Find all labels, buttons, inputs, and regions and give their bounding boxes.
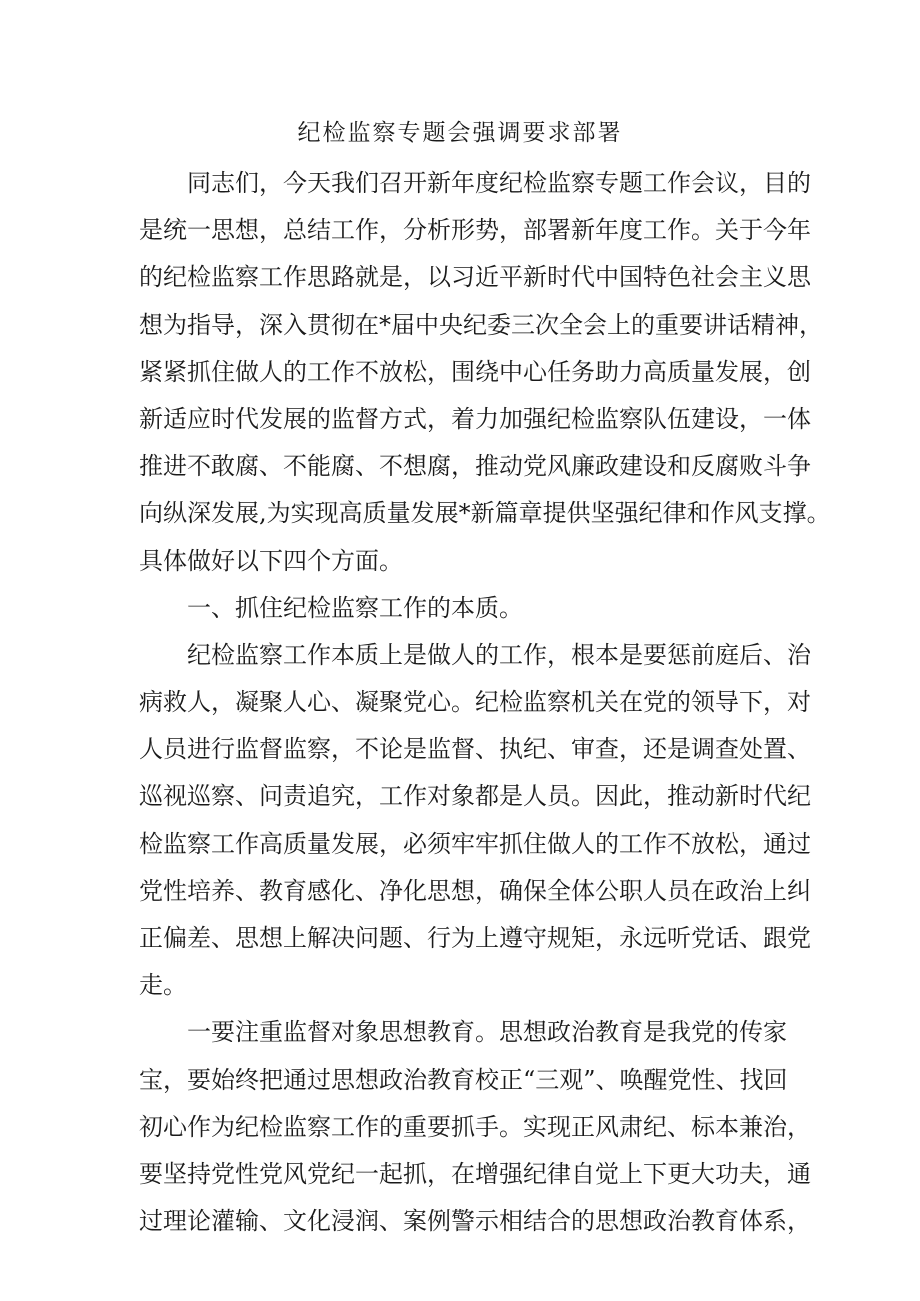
text-line: 正偏差、思想上解决问题、行为上遵守规矩，永远听党话、跟党 <box>139 924 811 952</box>
paragraph-point-1 <box>139 1009 811 1245</box>
text-line: 要坚持党性党风党纪一起抓，在增强纪律自觉上下更大功夫，通 <box>139 1159 811 1188</box>
section-heading-text: 一、抓住纪检监察工作的本质。 <box>187 593 523 622</box>
text-line: 想为指导，深入贯彻在*届中央纪委三次全会上的重要讲话精神， <box>139 310 823 339</box>
text-line: 宝，要始终把通过思想政治教育校正“三观”、唤醒党性、找回 <box>139 1065 788 1094</box>
text-line: 过理论灌输、文化浸润、案例警示相结合的思想政治教育体系， <box>139 1207 811 1236</box>
text-line: 推进不敢腐、不能腐、不想腐，推动党风廉政建设和反腐败斗争 <box>139 452 811 481</box>
document-title: 纪检监察专题会强调要求部署 <box>297 120 623 146</box>
text-line: 巡视巡察、问责追究，工作对象都是人员。因此，推动新时代纪 <box>139 782 811 811</box>
text-line: 紧紧抓住做人的工作不放松，围绕中心任务助力高质量发展，创 <box>139 357 811 386</box>
paragraph-intro <box>139 160 831 585</box>
text-line: 新适应时代发展的监督方式，着力加强纪检监察队伍建设，一体 <box>139 404 811 433</box>
text-line: 纪检监察工作本质上是做人的工作，根本是要惩前庭后、治 <box>187 640 811 669</box>
text-line: 一要注重监督对象思想教育。思想政治教育是我党的传家 <box>187 1018 787 1047</box>
paragraph-section-1 <box>139 632 811 1010</box>
text-line: 是统一思想，总结工作，分析形势，部署新年度工作。关于今年 <box>139 216 811 245</box>
text-line: 向纵深发展,为实现高质量发展*新篇章提供坚强纪律和作风支撑。 <box>139 499 831 528</box>
text-line: 同志们，今天我们召开新年度纪检监察专题工作会议，目的 <box>187 169 811 197</box>
text-line: 病救人，凝聚人心、凝聚党心。纪检监察机关在党的领导下，对 <box>139 688 811 717</box>
section-heading-1 <box>139 585 799 632</box>
text-line: 初心作为纪检监察工作的重要抓手。实现正风肃纪、标本兼治， <box>139 1112 811 1141</box>
text-line: 的纪检监察工作思路就是，以习近平新时代中国特色社会主义思 <box>139 263 811 292</box>
document-body <box>139 160 831 1245</box>
text-line: 人员进行监督监察，不论是监督、执纪、审查，还是调查处置、 <box>139 735 811 764</box>
text-line: 具体做好以下四个方面。 <box>139 546 403 575</box>
text-line: 检监察工作高质量发展，必须牢牢抓住做人的工作不放松，通过 <box>139 829 811 858</box>
text-line: 党性培养、教育感化、净化思想，确保全体公职人员在政治上纠 <box>139 876 811 905</box>
text-line: 走。 <box>139 971 187 1000</box>
